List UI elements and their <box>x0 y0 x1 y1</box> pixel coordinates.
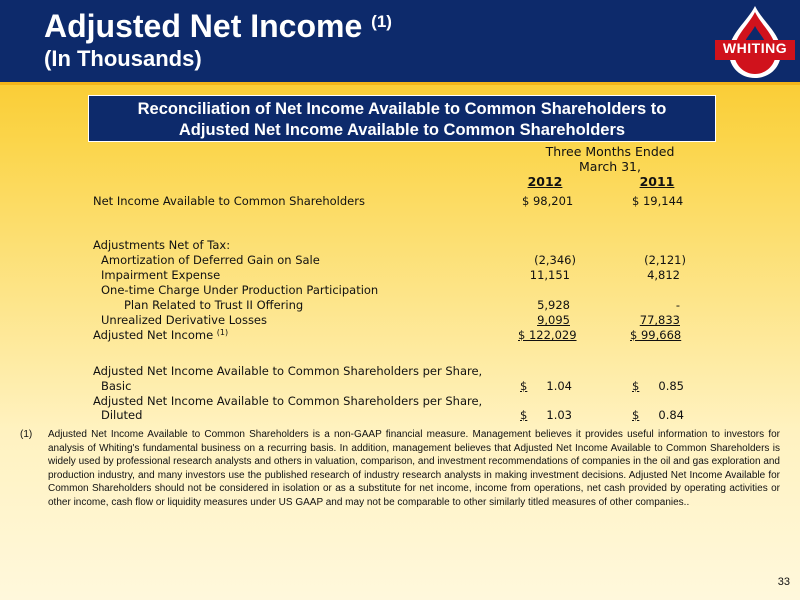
row-label-adjusted-net-income <box>93 328 228 344</box>
title-text: Adjusted Net Income <box>44 8 363 44</box>
row-label-impairment: Impairment Expense <box>101 268 221 282</box>
cell-unrealized-derivative-2011: 77,833 <box>639 313 680 327</box>
page-number: 33 <box>777 576 790 588</box>
whiting-logo <box>715 4 795 80</box>
title-footnote-ref: (1) <box>371 12 392 31</box>
adjusted-net-income-label: Adjusted Net Income <box>93 328 214 342</box>
cell-plan-trust-2012: 5,928 <box>537 298 570 312</box>
cell-diluted-2012 <box>520 408 572 423</box>
cell-net-income-2012: $ 98,201 <box>522 194 574 208</box>
row-label-plan-trust: Plan Related to Trust II Offering <box>124 298 304 312</box>
reconciliation-banner <box>88 95 716 142</box>
period-header-line-1: Three Months Ended <box>545 144 675 159</box>
cell-amortization-2011: (2,121) <box>644 253 686 267</box>
row-label-unrealized-derivative: Unrealized Derivative Losses <box>101 313 267 327</box>
cell-amortization-2012: (2,346) <box>534 253 576 267</box>
diluted-2012-currency: $ <box>520 408 528 422</box>
footnote <box>20 428 780 509</box>
row-label-amortization: Amortization of Deferred Gain on Sale <box>101 253 320 267</box>
row-label-per-share-basic-header: Adjusted Net Income Available to Common Shareholders per Share, <box>93 364 483 378</box>
header-bar <box>0 0 800 85</box>
basic-2012-value: 1.04 <box>546 379 572 393</box>
basic-2012-currency: $ <box>520 379 528 393</box>
column-header-2011: 2011 <box>639 174 675 189</box>
diluted-2011-currency: $ <box>632 408 640 422</box>
row-label-basic: Basic <box>101 379 132 393</box>
cell-impairment-2012: 11,151 <box>529 268 570 282</box>
page-title <box>44 8 392 50</box>
cell-basic-2012 <box>520 379 572 394</box>
basic-2011-value: 0.85 <box>658 379 684 393</box>
basic-2011-currency: $ <box>632 379 640 393</box>
footnote-marker: (1) <box>20 429 33 440</box>
period-header <box>520 144 700 174</box>
cell-adjusted-net-income-2012: $ 122,029 <box>518 328 577 342</box>
adjusted-net-income-footnote-ref: (1) <box>216 328 229 337</box>
banner-line-2: Adjusted Net Income Available to Common Shareholders <box>178 121 626 139</box>
cell-adjusted-net-income-2011: $ 99,668 <box>630 328 682 342</box>
row-label-per-share-diluted-header: Adjusted Net Income Available to Common Shareholders per Share, <box>93 394 483 408</box>
footnote-text: Adjusted Net Income Available to Common Shareholders is a non-GAAP financial measure. Management believes it provides useful information to investors for analysis of Whiting's fundamental business on a recurring basis. In addition, management believes that Adjusted Net Income Available to Common Shareholders is widely used by professional research analysts and others in valuation, comparison, and investment recommendations of companies in the oil and gas exploration and production industry, and many investors use the published research of industry research analysts in making investment decisions. Adjusted Net Income Available for Common Shareholders should not be considered in isolation or as a substitute for net income, income from operations, net cash provided by operating activities or other income, cash flow or liquidity measures under US GAAP and may not be comparable to other similarly titled measures of other companies.. <box>48 429 780 508</box>
period-header-line-2: March 31, <box>579 159 641 174</box>
logo-wordmark: WHITING <box>722 40 788 56</box>
row-label-adjustments: Adjustments Net of Tax: <box>93 238 231 252</box>
cell-net-income-2011: $ 19,144 <box>632 194 684 208</box>
diluted-2011-value: 0.84 <box>658 408 684 422</box>
cell-basic-2011 <box>632 379 684 394</box>
page-subtitle: (In Thousands) <box>44 46 202 71</box>
row-label-net-income: Net Income Available to Common Shareholders <box>93 194 365 208</box>
row-label-one-time-charge: One-time Charge Under Production Participation <box>101 283 379 297</box>
cell-impairment-2011: 4,812 <box>647 268 680 282</box>
cell-plan-trust-2011: - <box>675 298 680 312</box>
column-header-2012: 2012 <box>527 174 563 189</box>
row-label-diluted: Diluted <box>101 408 143 422</box>
cell-diluted-2011 <box>632 408 684 423</box>
banner-line-1: Reconciliation of Net Income Available to Common Shareholders to <box>137 100 667 118</box>
cell-unrealized-derivative-2012: 9,095 <box>537 313 570 327</box>
diluted-2012-value: 1.03 <box>546 408 572 422</box>
